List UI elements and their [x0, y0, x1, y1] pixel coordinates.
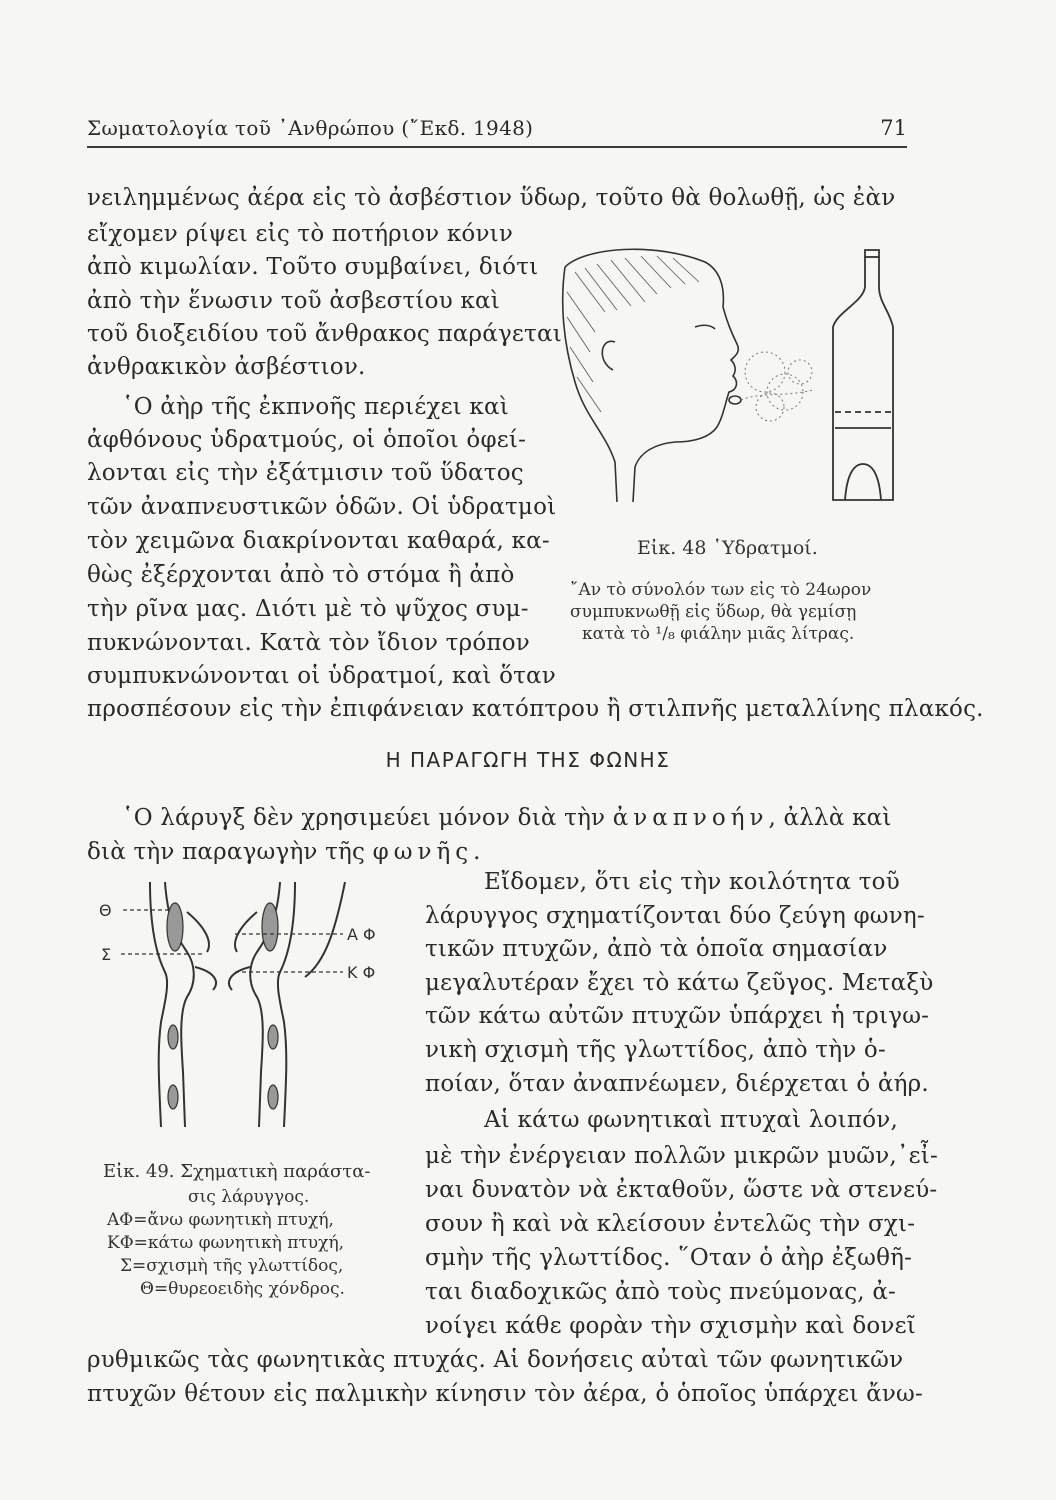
text-line: ἀπὸ τὴν ἕνωσιν τοῦ ἀσβεστίου καὶ: [87, 288, 500, 314]
text-line: [122, 803, 892, 833]
figure-49-caption: Σ=σχισμὴ τῆς γλωττίδος,: [120, 1256, 344, 1276]
text-line: τῶν κάτω αὐτῶν πτυχῶν ὑπάρχει ἡ τριγω-: [425, 1003, 930, 1029]
text-line: [87, 837, 481, 867]
text-line: μεγαλυτέραν ἔχει τὸ κάτω ζεῦγος. Μεταξὺ: [425, 970, 934, 996]
running-header: [87, 112, 907, 148]
text-line: ῾Ο ἀὴρ τῆς ἐκπνοῆς περιέχει καὶ: [122, 394, 509, 420]
text-line: ται διαδοχικῶς ἀπὸ τοὺς πνεύμονας, ἀ-: [425, 1279, 897, 1305]
figure-48-note: κατὰ τὸ ¹/₈ φιάλην μιᾶς λίτρας.: [582, 624, 855, 644]
figure-48-illustration: [545, 232, 905, 532]
bottle-outline: [833, 250, 893, 500]
text-segment: , ἀλλὰ καὶ: [768, 805, 892, 831]
text-line: πτυχῶν θέτουν εἰς παλμικὴν κίνησιν τὸν ἀέρα, ὁ ὁποῖος ὑπάρχει ἄνω-: [87, 1381, 923, 1407]
text-segment: ῾Ο λάρυγξ δὲν χρησιμεύει μόνον διὰ τὴν: [122, 805, 613, 831]
figure-49-caption: ΚΦ=κάτω φωνητικὴ πτυχή,: [107, 1233, 345, 1253]
text-line: τῶν ἀναπνευστικῶν ὁδῶν. Οἱ ὑδρατμοὶ: [87, 494, 557, 520]
text-line: πυκνώνονται. Κατὰ τὸν ἴδιον τρόπον: [87, 630, 530, 656]
head-outline: [565, 249, 723, 307]
text-segment: διὰ τὴν παραγωγὴν τῆς: [87, 839, 373, 865]
text-line: ναι δυνατὸν νὰ ἐκταθοῦν, ὥστε νὰ στενεύ-: [425, 1177, 938, 1203]
text-line: τὴν ρῖνα μας. Διότι μὲ τὸ ψῦχος συμ-: [87, 596, 529, 622]
header-title: Σωματολογία τοῦ ᾿Ανθρώπου (῎Εκδ. 1948): [87, 116, 534, 140]
text-line: Εἴδομεν, ὅτι εἰς τὴν κοιλότητα τοῦ: [484, 869, 900, 895]
text-line: Αἱ κάτω φωνητικαὶ πτυχαὶ λοιπόν,: [484, 1107, 898, 1133]
text-line: μὲ τὴν ἐνέργειαν πολλῶν μικρῶν μυῶν,᾿εἶ-: [425, 1143, 938, 1169]
text-line: συμπυκνώνονται οἱ ὑδρατμοί, καὶ ὅταν: [87, 663, 556, 689]
text-line: ἀνθρακικὸν ἀσβέστιον.: [87, 354, 366, 380]
text-line: τικῶν πτυχῶν, ἀπὸ τὰ ὁποῖα σημασίαν: [425, 936, 888, 962]
figure-49-larynx-diagram: [95, 872, 385, 1132]
text-line: τοῦ διοξειδίου τοῦ ἄνθρακος παράγεται: [87, 321, 562, 347]
label-sigma: Σ: [101, 945, 112, 964]
text-line: νοίγει κάθε φορὰν τὴν σχισμὴν καὶ δονεῖ: [425, 1313, 916, 1339]
figure-48-note: ῎Αν τὸ σύνολόν των εἰς τὸ 24ωρον: [570, 580, 872, 600]
text-line: ποίαν, ὅταν ἀναπνέωμεν, διέρχεται ὁ ἀήρ.: [425, 1071, 929, 1097]
section-heading: Η ΠΑΡΑΓΩΓΗ ΤΗΣ ΦΩΝΗΣ: [385, 748, 671, 772]
label-kf: Κ Φ: [347, 963, 376, 982]
emphasis-word: ἀναπνοήν: [612, 805, 769, 831]
label-theta: Θ: [99, 901, 112, 920]
figure-49-caption: Θ=θυρεοειδὴς χόνδρος.: [140, 1279, 345, 1299]
text-line: θὼς ἐξέρχονται ἀπὸ τὸ στόμα ἢ ἀπὸ: [87, 562, 515, 588]
figure-48-caption: Εἰκ. 48 ῾Υδρατμοί.: [637, 537, 818, 559]
emphasis-word: φωνῆς: [372, 839, 474, 865]
page-number: 71: [880, 116, 907, 140]
text-line: σμὴν τῆς γλωττίδος. ῞Οταν ὁ ἀὴρ ἐξωθῆ-: [425, 1245, 913, 1271]
text-line: νειλημμένως ἀέρα εἰς τὸ ἀσβέστιον ὕδωρ, τοῦτο θὰ θολωθῇ, ὡς ἐὰν: [87, 185, 896, 211]
figure-49-caption: Εἰκ. 49. Σχηματικὴ παράστα-: [103, 1161, 371, 1182]
text-line: λάρυγγος σχηματίζονται δύο ζεύγη φωνη-: [425, 903, 925, 929]
label-af: Α Φ: [347, 925, 376, 944]
text-line: εἴχομεν ρίψει εἰς τὸ ποτήριον κόνιν: [87, 221, 514, 247]
text-line: σουν ἢ καὶ νὰ κλείσουν ἐντελῶς τὴν σχι-: [425, 1211, 916, 1237]
text-line: τὸν χειμῶνα διακρίνονται καθαρά, κα-: [87, 528, 550, 554]
text-line: προσπέσουν εἰς τὴν ἐπιφάνειαν κατόπτρου ἢ στιλπνῆς μεταλλίνης πλακός.: [87, 696, 984, 722]
figure-49-caption: σις λάρυγγος.: [188, 1187, 310, 1207]
figure-48-note: συμπυκνωθῇ εἰς ὕδωρ, θὰ γεμίσῃ: [570, 602, 857, 622]
text-line: νικὴ σχισμὴ τῆς γλωττίδος, ἀπὸ τὴν ὁ-: [425, 1037, 886, 1063]
text-line: ρυθμικῶς τὰς φωνητικὰς πτυχάς. Αἱ δονήσεις αὐταὶ τῶν φωνητικῶν: [87, 1347, 904, 1373]
text-line: λονται εἰς τὴν ἐξάτμισιν τοῦ ὕδατος: [87, 460, 524, 486]
text-segment: .: [473, 839, 481, 865]
text-line: ἀφθόνους ὑδρατμούς, οἱ ὁποῖοι ὀφεί-: [87, 427, 527, 453]
text-line: ἀπὸ κιμωλίαν. Τοῦτο συμβαίνει, διότι: [87, 254, 539, 280]
figure-49-caption: ΑΦ=ἄνω φωνητικὴ πτυχή,: [107, 1210, 334, 1230]
